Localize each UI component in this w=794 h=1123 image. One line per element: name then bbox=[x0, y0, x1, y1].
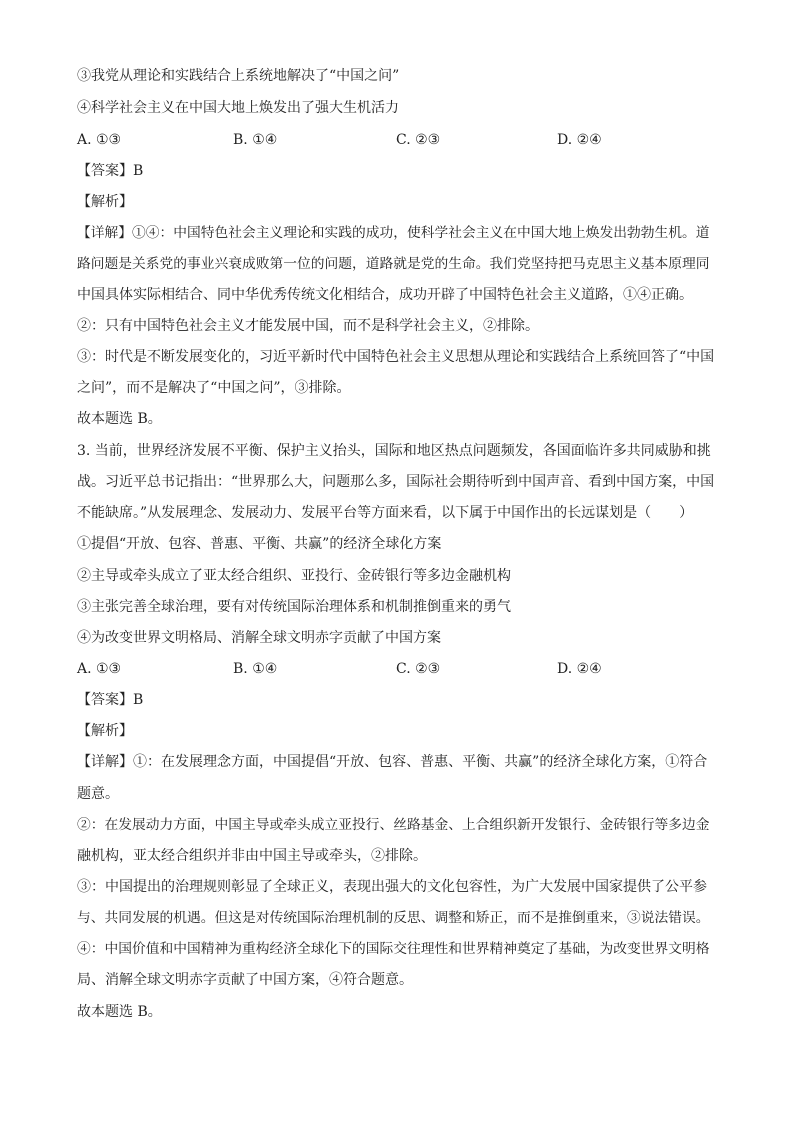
answer-label: 【答案】 bbox=[77, 163, 133, 179]
q3-detail-line: 局、消解全球文明赤字贡献了中国方案，④符合题意。 bbox=[77, 972, 413, 988]
q3-choice-c: C. ②③ bbox=[396, 661, 441, 677]
detail-label: 【详解】 bbox=[77, 225, 133, 241]
q2-analysis-label: 【解析】 bbox=[77, 194, 133, 210]
q2-detail-line: ③：时代是不断发展变化的，习近平新时代中国特色社会主义思想从理论和实践结合上系统回答了“中国 bbox=[77, 349, 715, 365]
q2-choice-b: B. ①④ bbox=[233, 132, 278, 148]
q2-conclusion: 故本题选 B。 bbox=[77, 411, 162, 427]
q3-detail-line: ④：中国价值和中国精神为重构经济全球化下的国际交往理性和世界精神奠定了基础，为改变世界文明格 bbox=[77, 941, 710, 957]
q2-detail-line bbox=[77, 223, 710, 243]
q3-option-2: ②主导或牵头成立了亚太经合组织、亚投行、金砖银行等多边金融机构 bbox=[77, 568, 511, 584]
q2-choice-d: D. ②④ bbox=[557, 132, 602, 148]
q3-choice-b: B. ①④ bbox=[233, 661, 278, 677]
q2-detail-line: 之问”，而不是解决了“中国之问”，③排除。 bbox=[77, 380, 351, 396]
q2-choice-c: C. ②③ bbox=[396, 132, 441, 148]
q3-choice-a: A. ①③ bbox=[77, 661, 122, 677]
detail-text: ①：在发展理念方面，中国提倡“开放、包容、普惠、平衡、共赢”的经济全球化方案，①符合 bbox=[133, 754, 708, 770]
q2-detail-line: 路问题是关系党的事业兴衰成败第一位的问题，道路就是党的生命。我们党坚持把马克思主义基本原理同 bbox=[77, 256, 710, 272]
q3-option-1: ①提倡“开放、包容、普惠、平衡、共赢”的经济全球化方案 bbox=[77, 536, 442, 552]
q2-detail-line: 中国具体实际相结合、同中华优秀传统文化相结合，成功开辟了中国特色社会主义道路，①④正确。 bbox=[77, 287, 693, 303]
q3-detail-line: ③：中国提出的治理规则彰显了全球正义，表现出强大的文化包容性，为广大发展中国家提供了公平参 bbox=[77, 879, 707, 895]
q2-choice-a: A. ①③ bbox=[77, 132, 122, 148]
q3-stem-line: 3. 当前，世界经济发展不平衡、保护主义抬头，国际和地区热点问题频发，各国面临许多共同威胁和挑 bbox=[77, 443, 711, 459]
q3-option-4: ④为改变世界文明格局、消解全球文明赤字贡献了中国方案 bbox=[77, 630, 441, 646]
answer-label: 【答案】 bbox=[77, 692, 133, 708]
detail-label: 【详解】 bbox=[77, 754, 133, 770]
q3-detail-line bbox=[77, 752, 707, 772]
answer-value: B bbox=[133, 692, 144, 708]
q2-detail-line: ②：只有中国特色社会主义才能发展中国，而不是科学社会主义，②排除。 bbox=[77, 318, 539, 334]
q3-analysis-label: 【解析】 bbox=[77, 723, 133, 739]
q3-detail-line: ②：在发展动力方面，中国主导或牵头成立亚投行、丝路基金、上合组织新开发银行、金砖银行等多边金 bbox=[77, 817, 710, 833]
q3-detail-line: 融机构，亚太经合组织并非由中国主导或牵头，②排除。 bbox=[77, 848, 427, 864]
q3-option-3: ③主张完善全球治理，要有对传统国际治理体系和机制推倒重来的勇气 bbox=[77, 599, 511, 615]
answer-value: B bbox=[133, 163, 144, 179]
q3-conclusion: 故本题选 B。 bbox=[77, 1004, 162, 1020]
q2-answer bbox=[77, 161, 143, 181]
q3-stem-line: 战。习近平总书记指出：“世界那么大，问题那么多，国际社会期待听到中国声音、看到中国方案，中国 bbox=[77, 474, 715, 490]
q3-detail-line: 题意。 bbox=[77, 786, 119, 802]
q2-option-3: ③我党从理论和实践结合上系统地解决了“中国之问” bbox=[77, 68, 400, 84]
q3-stem-line: 不能缺席。”从发展理念、发展动力、发展平台等方面来看，以下属于中国作出的长远谋划是（ ） bbox=[77, 505, 694, 521]
q3-choice-d: D. ②④ bbox=[557, 661, 602, 677]
q2-option-4: ④科学社会主义在中国大地上焕发出了强大生机活力 bbox=[77, 100, 399, 116]
detail-text: ①④：中国特色社会主义理论和实践的成功，使科学社会主义在中国大地上焕发出勃勃生机。道 bbox=[132, 225, 710, 241]
q3-answer bbox=[77, 690, 143, 710]
q3-detail-line: 与、共同发展的机遇。但这是对传统国际治理机制的反思、调整和矫正，而不是推倒重来，③说法错误。 bbox=[77, 910, 710, 926]
